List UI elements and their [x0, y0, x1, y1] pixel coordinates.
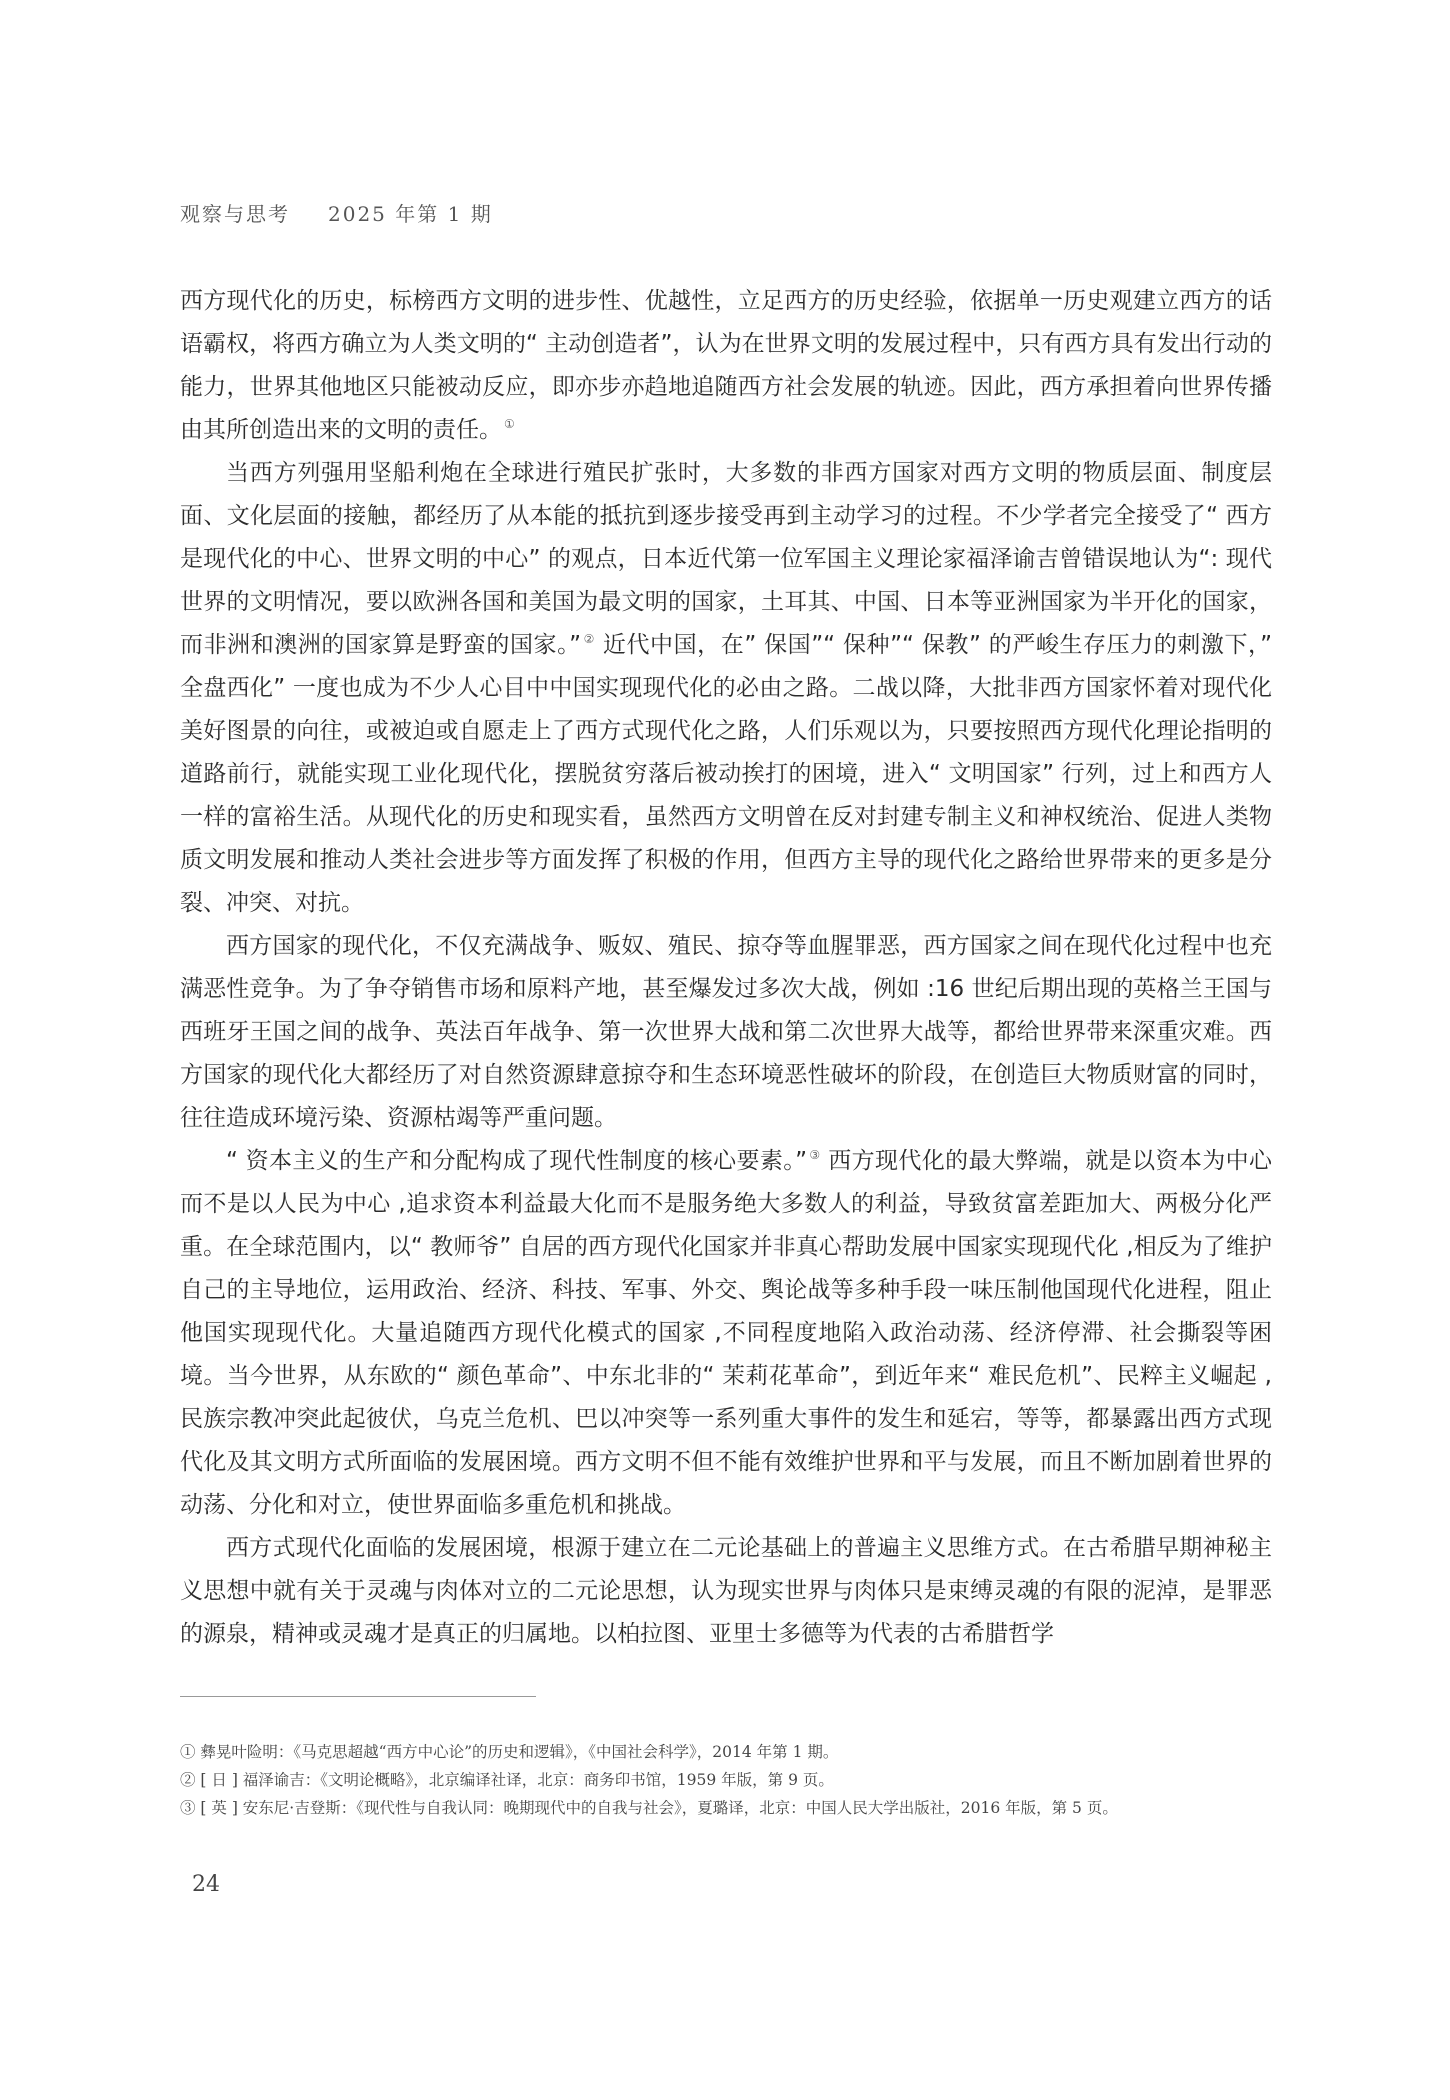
footnote-ref-2[interactable]: ② — [583, 632, 596, 647]
footnote-ref-3[interactable]: ③ — [809, 1148, 821, 1163]
footnote-2: ② [ 日 ] 福泽谕吉：《文明论概略》，北京编译社译，北京：商务印书馆，1959 年版，第 9 页。 — [180, 1771, 834, 1789]
footnote-ref-1[interactable]: ① — [504, 417, 515, 432]
article-body — [180, 280, 1272, 1656]
paragraph: “ 资本主义的生产和分配构成了现代性制度的核心要素。” ③ 西方现代化的最大弊端，就是以资本为中心而不是以人民为中心 ,追求资本利益最大化而不是服务绝大多数人的利益，导致贫富差距加大、两极分化严重。在全球范围内，以“ 教师爷” 自居的西方现代化国家并非真心帮助发展中国家实现现代化 ,相反为了维护自己的主导地位，运用政治、经济、科技、军事、外交、舆论战等多种手段一味压制他国现代化进程，阻止他国实现现代化。大量追随西方现代化模式的国家 ,不同程度地陷入政治动荡、经济停滞、社会撕裂等困境。当今世界，从东欧的“ 颜色革命”、中东北非的“ 茉莉花革命”，到近年来“ 难民危机”、民粹主义崛起 ,民族宗教冲突此起彼伏，乌克兰危机、巴以冲突等一系列重大事件的发生和延宕，等等，都暴露出西方式现代化及其文明方式所面临的发展困境。西方文明不但不能有效维护世界和平与发展，而且不断加剧着世界的动荡、分化和对立，使世界面临多重危机和挑战。 — [180, 1148, 1272, 1518]
paragraph: 西方式现代化面临的发展困境，根源于建立在二元论基础上的普遍主义思维方式。在古希腊早期神秘主义思想中就有关于灵魂与肉体对立的二元论思想，认为现实世界与肉体只是束缚灵魂的有限的泥淖，是罪恶的源泉，精神或灵魂才是真正的归属地。以柏拉图、亚里士多德等为代表的古希腊哲学 — [180, 1535, 1272, 1647]
paragraph: 西方国家的现代化，不仅充满战争、贩奴、殖民、掠夺等血腥罪恶，西方国家之间在现代化过程中也充满恶性竞争。为了争夺销售市场和原料产地，甚至爆发过多次大战，例如 :16 世纪后期出现的英格兰王国与西班牙王国之间的战争、英法百年战争、第一次世界大战和第二次世界大战等，都给世界带来深重灾难。西方国家的现代化大都经历了对自然资源肆意掠夺和生态环境恶性破坏的阶段，在创造巨大物质财富的同时，往往造成环境污染、资源枯竭等严重问题。 — [180, 933, 1272, 1131]
running-header — [180, 198, 493, 227]
page-number: 24 — [192, 1872, 220, 1897]
footnote-1: ① 彝晃叶险明：《马克思超越“西方中心论”的历史和逻辑》，《中国社会科学》，2014 年第 1 期。 — [180, 1743, 839, 1761]
footnote-3: ③ [ 英 ] 安东尼·吉登斯：《现代性与自我认同：晚期现代中的自我与社会》，夏璐译，北京：中国人民大学出版社，2016 年版，第 5 页。 — [180, 1799, 1118, 1817]
paragraph: 当西方列强用坚船利炮在全球进行殖民扩张时，大多数的非西方国家对西方文明的物质层面、制度层面、文化层面的接触，都经历了从本能的抵抗到逐步接受再到主动学习的过程。不少学者完全接受了“ 西方是现代化的中心、世界文明的中心” 的观点，日本近代第一位军国主义理论家福泽谕吉曾错误地认为“: 现代世界的文明情况，要以欧洲各国和美国为最文明的国家，土耳其、中国、日本等亚洲国家为半开化的国家，而非洲和澳洲的国家算是野蛮的国家。” ② 近代中国，在” 保国”“ 保种”“ 保教” 的严峻生存压力的刺激下，” 全盘西化” 一度也成为不少人心目中中国实现现代化的必由之路。二战以降，大批非西方国家怀着对现代化美好图景的向往，或被迫或自愿走上了西方式现代化之路，人们乐观以为，只要按照西方现代化理论指明的道路前行，就能实现工业化现代化，摆脱贫穷落后被动挨打的困境，进入“ 文明国家” 行列，过上和西方人一样的富裕生活。从现代化的历史和现实看，虽然西方文明曾在反对封建专制主义和神权统治、促进人类物质文明发展和推动人类社会进步等方面发挥了积极的作用，但西方主导的现代化之路给世界带来的更多是分裂、冲突、对抗。 — [180, 460, 1272, 916]
footnotes — [180, 1738, 1280, 1822]
paragraph: 西方现代化的历史，标榜西方文明的进步性、优越性，立足西方的历史经验，依据单一历史观建立西方的话语霸权，将西方确立为人类文明的“ 主动创造者”，认为在世界文明的发展过程中，只有西方具有发出行动的能力，世界其他地区只能被动反应，即亦步亦趋地追随西方社会发展的轨迹。因此，西方承担着向世界传播由其所创造出来的文明的责任。 ① — [180, 288, 1272, 443]
journal-title: 观察与思考 — [180, 202, 290, 226]
journal-issue: 2025 年第 1 期 — [328, 202, 493, 226]
footnote-divider — [180, 1696, 536, 1697]
